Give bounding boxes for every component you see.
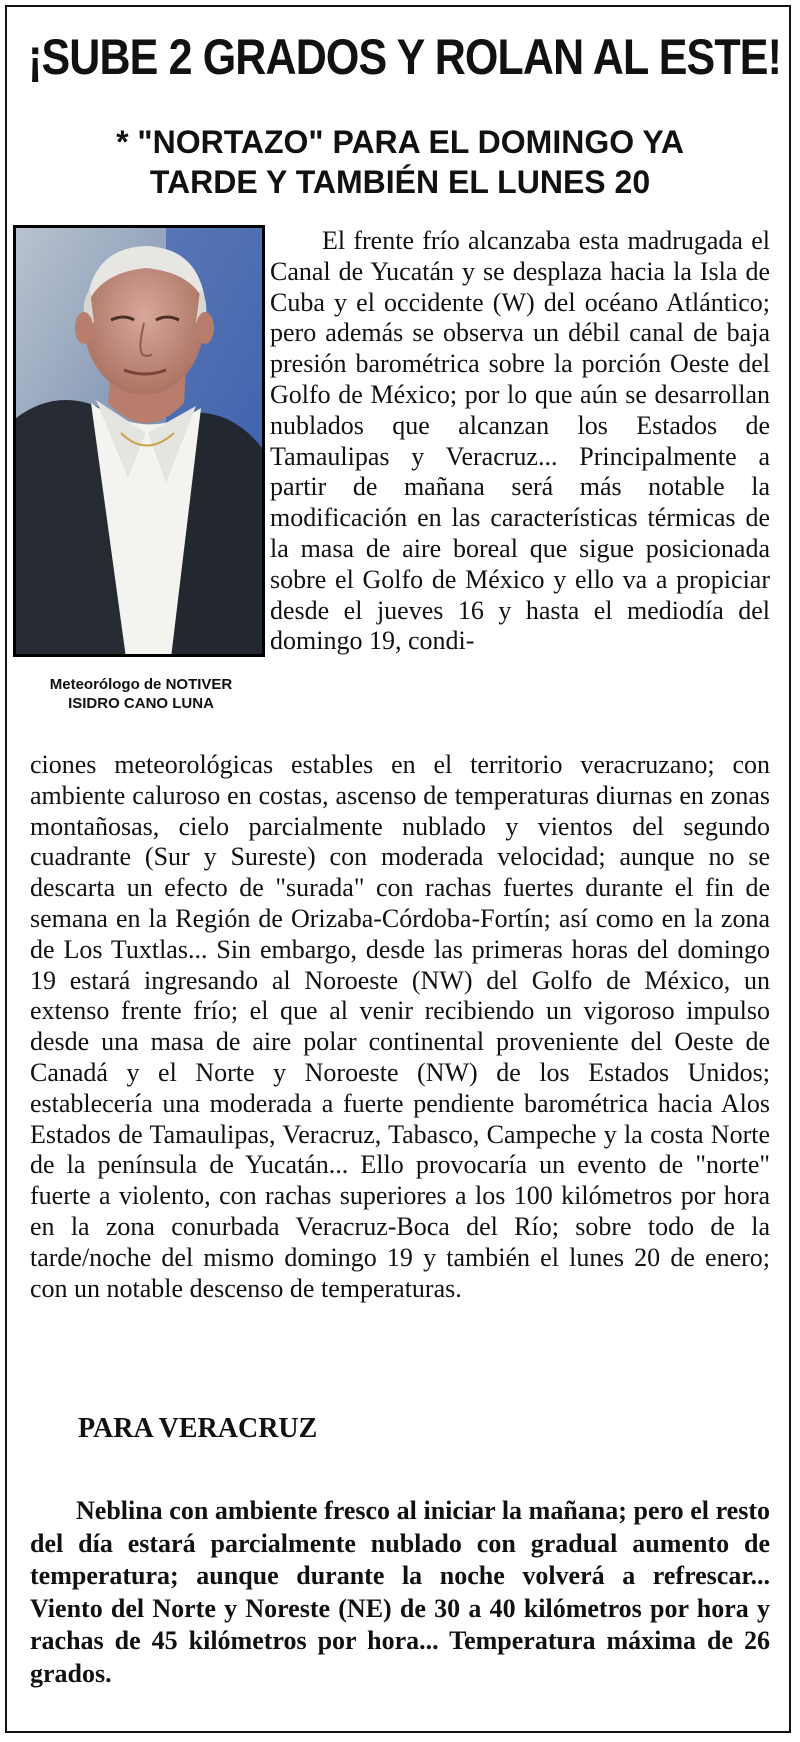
section-title: PARA VERACRUZ (78, 1413, 318, 1444)
subheadline-line-2: TARDE Y TAMBIÉN EL LUNES 20 (149, 164, 651, 200)
caption-line-1: Meteorólogo de NOTIVER (49, 676, 233, 693)
forecast-paragraph: Neblina con ambiente fresco al iniciar la mañana; pero el resto del día estará parcialmente nublado con gradual aumento de temperatura; aunque durante la noche volverá a refrescar... Viento del Norte y Noreste (NE) de 30 a 40 kilómetros por hora y rachas de 45 kilómetros por hora... Temperatura máxima de 26 grados. (30, 1496, 770, 1688)
caption-line-2: ISIDRO CANO LUNA (68, 695, 214, 712)
article-body-part-1: El frente frío alcanzaba esta madrugada el Canal de Yucatán y se desplaza hacia la Isla de Cuba y el occidente (W) del océano Atlántico; pero además se observa un débil canal de baja presión barométrica sobre la porción Oeste del Golfo de México; por lo que aún se desarrollan nublados que alcanzan los Estados de Tamaulipas y Veracruz... Principalmente a partir de mañana será más notable la modificación en las características térmicas de la masa de aire boreal que sigue posicionada sobre el Golfo de México y ello va a propiciar desde el jueves 16 y hasta el mediodía del domingo 19, condi- (270, 226, 770, 656)
subheadline-line-1: * "NORTAZO" PARA EL DOMINGO YA (116, 124, 684, 160)
subheadline (30, 122, 770, 202)
article-body-part-2: ciones meteorológicas estables en el territorio veracruzano; con ambiente caluroso en costas, ascenso de temperaturas diurnas en zonas montañosas, cielo parcialmente nublado y vientos del segundo cuadrante (Sur y Sureste) con moderada velocidad; aunque no se descarta un efecto de "surada" con rachas fuertes durante el fin de semana en la Región de Orizaba-Córdoba-Fortín; así como en la zona de Los Tuxtlas... Sin embargo, desde las primeras horas del domingo 19 estará ingresando al Noroeste (NW) del Golfo de México, un extenso frente frío; el que al venir recibiendo un vigoroso impulso desde una masa de aire polar continental proveniente del Oeste de Canadá y el Norte y Noroeste (NW) de los Estados Unidos; establecería una moderada a fuerte pendiente barométrica hacia Alos Estados de Tamaulipas, Veracruz, Tabasco, Campeche y la costa Norte de la península de Yucatán... Ello provocaría un evento de "norte" fuerte a violento, con rachas superiores a los 100 kilómetros por hora en la zona conurbada Veracruz-Boca del Río; sobre todo de la tarde/noche del mismo domingo 19 y también el lunes 20 de enero; con un notable descenso de temperaturas. (30, 750, 770, 1303)
author-photo (13, 225, 265, 657)
photo-caption (20, 675, 262, 713)
headline: ¡SUBE 2 GRADOS Y ROLAN AL ESTE! (28, 29, 782, 85)
